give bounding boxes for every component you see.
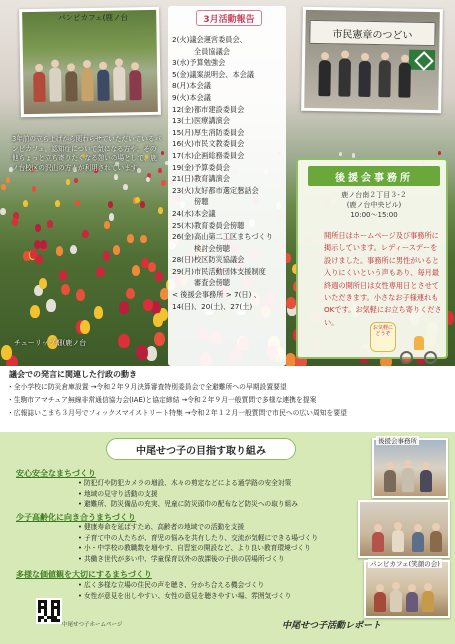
person-figure bbox=[402, 468, 414, 492]
tulip-flower bbox=[103, 251, 110, 261]
tulip-flower bbox=[82, 230, 89, 238]
goal-item: • 小・中学校の教職数を増やす、自習室の開設など、より良い教育環境づくり bbox=[78, 543, 368, 554]
cafe-photo-caption: パンピカフェ(笑顔の会) bbox=[370, 560, 440, 568]
report-item: 8(月)本会議 bbox=[172, 81, 211, 91]
flag-icon bbox=[409, 50, 435, 70]
report-item: 15(月)厚生消防委員会 bbox=[172, 127, 245, 137]
tulip-flower bbox=[352, 153, 355, 157]
office-address-line: 鹿ノ台南２丁目３-２ bbox=[341, 191, 407, 199]
issue-item: ・広報誌いこまち３月号でフィックスマイストリート特集 →令和２年１２月一般質問で市民への広い周知を要望 bbox=[7, 409, 347, 417]
event-banner: 市民憲章のつどい bbox=[309, 20, 435, 46]
tulip-flower bbox=[109, 213, 115, 221]
homepage-label: 中尾せつ子ホームページ bbox=[62, 622, 123, 628]
person-figure bbox=[422, 591, 434, 612]
person-figure bbox=[412, 532, 424, 552]
person-figure bbox=[358, 61, 371, 97]
cafe-photo-small bbox=[358, 500, 450, 558]
tulip-flower bbox=[140, 235, 147, 244]
report-item: 全員協議会 bbox=[194, 46, 230, 56]
tulip-flower bbox=[39, 278, 48, 289]
tulip-flower bbox=[61, 284, 70, 296]
tulip-flower bbox=[154, 332, 165, 346]
tulip-flower bbox=[32, 186, 37, 192]
tulip-flower bbox=[74, 178, 78, 183]
person-figure bbox=[378, 60, 391, 97]
issues-list bbox=[7, 381, 448, 420]
person-figure bbox=[81, 68, 94, 101]
tulip-flower bbox=[108, 201, 113, 208]
tulip-flower bbox=[141, 258, 149, 268]
cafe-photo-large bbox=[364, 560, 450, 618]
tulip-flower bbox=[438, 151, 441, 155]
report-item: 12(金)都市建設委員会 bbox=[172, 104, 245, 114]
tulip-flower bbox=[34, 240, 41, 249]
tulip-flower bbox=[155, 271, 163, 282]
tulip-flower bbox=[75, 200, 80, 207]
tulip-flower bbox=[46, 299, 56, 311]
office-address-line: (鹿ノ台中央ビル) bbox=[346, 201, 402, 209]
goals-title: 中尾せつ子の目指す取り組み bbox=[106, 438, 296, 460]
office-notice: 開所日はホームページ及び事務所に掲示しています。レディースデーを設けました。事務所に男性がいると入りにくいという声もあり、毎月最終週の開所日は女性専用日とさせていただきます。小さなお子様連れもOKです。お気軽にお立ち寄りください。 bbox=[324, 231, 442, 327]
report-item: 23(火)友好都市選定懇話会 bbox=[172, 185, 259, 195]
report-item: 16(火)市民文教委員会 bbox=[172, 139, 245, 149]
tulip-flower bbox=[119, 301, 129, 314]
citizen-charter-photo bbox=[301, 7, 443, 113]
tulip-flower bbox=[94, 306, 104, 319]
goal-item: • 防犯灯や防犯カメラの増設、木々の剪定などによる通学路の安全対策 bbox=[78, 478, 368, 489]
issue-item: ・全小学校に防災倉庫設置 →令和２年９月決算審査特別委員会で全避難所への早期設置要望 bbox=[7, 383, 287, 391]
tulip-flower bbox=[123, 184, 128, 190]
person-figure bbox=[97, 70, 110, 101]
tulip-flower bbox=[12, 218, 18, 226]
person-figure bbox=[392, 530, 404, 552]
council-issues bbox=[7, 368, 448, 432]
tulip-flower bbox=[339, 152, 342, 156]
office-photo bbox=[372, 438, 448, 498]
goal-item: • 子育て中の人たちが、育児の悩みを共有したり、交流が気軽にできる場づくり bbox=[78, 533, 368, 544]
tulip-flower bbox=[66, 179, 70, 185]
report-item: 2(火)議会運営委員会、 bbox=[172, 35, 247, 44]
person-figure bbox=[390, 590, 402, 612]
tulip-photo-caption: チューリップ畑(鹿ノ台 bbox=[14, 339, 87, 347]
report-title: 3月活動報告 bbox=[196, 10, 262, 26]
tulip-flower bbox=[30, 249, 37, 259]
tulip-flower bbox=[158, 207, 163, 214]
issues-title: 議会での発言に関連した行政の動き bbox=[9, 370, 137, 379]
person-figure bbox=[65, 71, 78, 101]
goal-item: • 共働き世代が多い中、学童保育以外の放課後の子供の居場所づくり bbox=[78, 554, 368, 565]
report-item: 17(水)企画総務委員会 bbox=[172, 150, 245, 160]
speech-bubble: お気軽にどうぞ bbox=[370, 322, 396, 352]
report-item: 検討会傍聴 bbox=[194, 243, 230, 253]
report-item: 25(木)教育委員会傍聴 bbox=[172, 220, 245, 230]
category-diversity: 多様な価値観を大切にするまちづくり bbox=[16, 570, 152, 579]
tulip-flower bbox=[70, 245, 77, 254]
tulip-flower bbox=[148, 262, 156, 272]
tulip-flower bbox=[30, 305, 40, 318]
march-report-panel bbox=[168, 6, 286, 366]
report-item: 13(土)医療講演会 bbox=[172, 116, 230, 126]
tulip-flower bbox=[47, 220, 53, 228]
panpi-cafe-photo bbox=[19, 7, 161, 117]
tulip-flower bbox=[0, 208, 6, 215]
tulip-flower bbox=[80, 320, 90, 334]
person-figure bbox=[430, 531, 442, 552]
report-item: 29(月)市民活動団体支援制度 bbox=[172, 266, 266, 276]
tulip-flower bbox=[76, 289, 85, 301]
person-figure bbox=[33, 72, 46, 102]
tulip-flower bbox=[1, 345, 13, 360]
office-address bbox=[308, 190, 440, 220]
goal-list-aging bbox=[78, 522, 368, 564]
person-figure bbox=[49, 68, 62, 102]
tulip-flower bbox=[104, 221, 110, 229]
tulip-flower bbox=[153, 313, 163, 326]
tulip-flower bbox=[35, 224, 41, 232]
tulip-flower bbox=[113, 245, 120, 254]
category-aging: 少子高齢化に向き合うまちづくり bbox=[16, 513, 136, 522]
office-photo-caption: 後援会事務所 bbox=[378, 437, 417, 445]
person-figure bbox=[318, 60, 331, 96]
goal-item: • 健康寿命を延ばすため、高齢者の地域での活動を支援 bbox=[78, 522, 368, 533]
report-item: 21(日)教育講演会 bbox=[172, 174, 230, 184]
tulip-flower bbox=[96, 267, 104, 278]
tulip-flower bbox=[143, 299, 153, 311]
category-safety: 安心安全なまちづくり bbox=[16, 469, 96, 478]
goal-list-diversity bbox=[78, 580, 368, 601]
tulip-flower bbox=[126, 288, 135, 300]
person-figure bbox=[398, 62, 411, 97]
tulip-flower bbox=[132, 265, 140, 275]
report-item: 19(金)予算委員会 bbox=[172, 162, 230, 172]
office-address-line: 10:00～15:00 bbox=[350, 211, 398, 219]
tulip-flower bbox=[6, 177, 10, 182]
goals-section bbox=[0, 432, 455, 644]
report-item: < 後援会事務所 > 7(日) 、 bbox=[172, 290, 261, 300]
report-item: 14(日)、20(土)、27(土) bbox=[172, 301, 253, 311]
tulip-flower bbox=[127, 234, 134, 243]
office-title: 後援会事務所 bbox=[308, 166, 440, 186]
goal-item: • 地域の見守り活動の支援 bbox=[78, 489, 368, 500]
goal-item: • 女性が意見を出しやすい、女性の意見を聴きやすい場、雰囲気づくり bbox=[78, 591, 368, 602]
report-item: 5(金)議案説明会、本会議 bbox=[172, 69, 255, 79]
report-item: 28(日)校区防災協議会 bbox=[172, 255, 245, 265]
person-figure bbox=[372, 532, 384, 552]
goal-list-safety bbox=[78, 478, 368, 510]
footer-title: 中尾せつ子活動レポート bbox=[282, 621, 382, 631]
person-figure bbox=[338, 58, 351, 96]
person-figure bbox=[420, 470, 432, 492]
report-list bbox=[172, 34, 284, 312]
report-item: 9(火)本会議 bbox=[172, 92, 211, 102]
issue-item: ・生駒市アマチュア無線非常通信協力会(IAE)と協定締結 →令和２年９月一般質問で多様な連携を提案 bbox=[7, 396, 317, 404]
wheel-icon bbox=[424, 351, 437, 364]
wheel-icon bbox=[400, 351, 413, 364]
tulip-flower bbox=[161, 180, 165, 186]
report-item: 3(水)予算勉強会 bbox=[172, 58, 226, 68]
qr-code-icon[interactable] bbox=[36, 598, 62, 624]
person-figure bbox=[129, 70, 142, 100]
tulip-flower bbox=[55, 200, 60, 207]
tulip-flower bbox=[286, 297, 295, 309]
person-figure bbox=[113, 66, 126, 100]
goal-item: • 広く多様な立場の住民の声を聴き、分かち合える機会づくり bbox=[78, 580, 368, 591]
person-figure bbox=[384, 470, 396, 492]
report-item: 傍聴 bbox=[194, 197, 209, 207]
tulip-flower bbox=[56, 246, 63, 255]
person-figure bbox=[406, 592, 418, 612]
tulip-flower bbox=[140, 201, 145, 208]
rider-figure bbox=[414, 336, 424, 350]
tulip-flower bbox=[118, 334, 129, 348]
panpi-photo-caption: パンピカフェ(鹿ノ台 bbox=[58, 13, 129, 22]
tulip-flower bbox=[136, 345, 148, 360]
panpi-description: 3年前の立ち上げから関わらせていただいているパンピカフェ。認知症について気になる方や、その他ちょっと立ち寄りたくなる憩いの場として、鹿ノ台校区の沢山の方々が利用されています。 bbox=[12, 135, 162, 172]
tulip-flower bbox=[146, 177, 150, 182]
report-item: 24(水)本会議 bbox=[172, 208, 216, 218]
tulip-flower bbox=[114, 174, 118, 179]
person-figure bbox=[374, 592, 386, 612]
goal-item: • 避難所、防災備品の充実、児童に防災頭巾の配布など防災への取り組み bbox=[78, 499, 368, 510]
report-item: 審査会傍聴 bbox=[194, 278, 230, 288]
tulip-flower bbox=[1, 184, 6, 190]
tulip-flower bbox=[23, 200, 28, 207]
bicycle-rider-icon bbox=[400, 336, 440, 364]
report-item: 26(金)高山第二工区まちづくり bbox=[172, 232, 273, 242]
tulip-flower bbox=[59, 270, 67, 281]
